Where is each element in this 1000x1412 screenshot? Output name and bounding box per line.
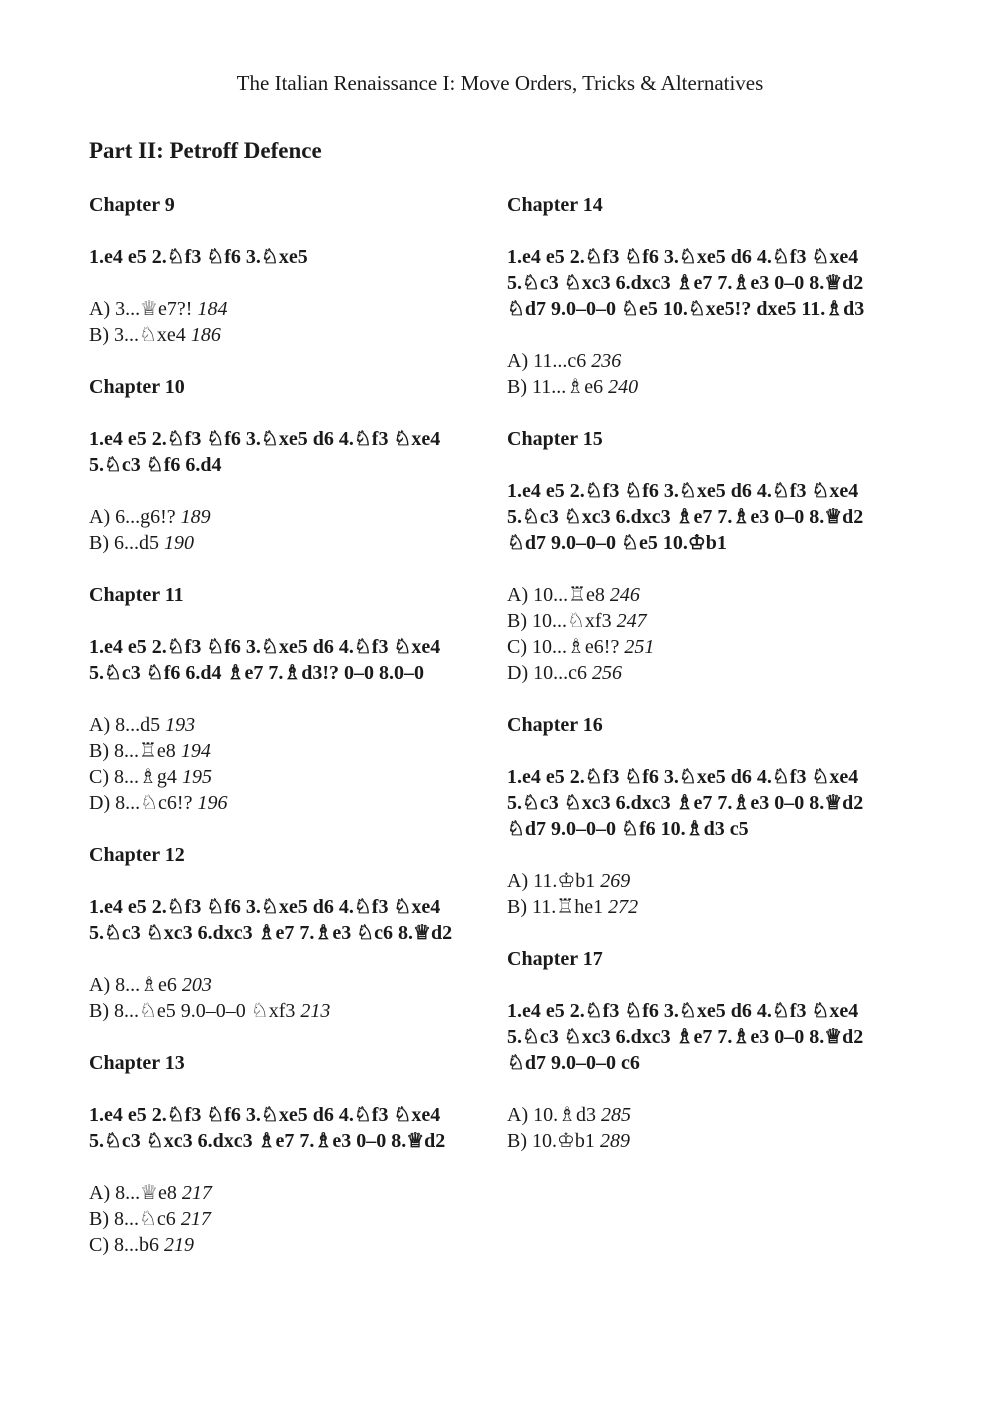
variation-list — [89, 972, 489, 1024]
page-number: 193 — [165, 714, 196, 736]
variation-item — [89, 504, 489, 530]
variation-move: B) 11...♗e6 — [507, 376, 604, 398]
part-title: Part II: Petroff Defence — [89, 138, 322, 163]
variation-item — [507, 348, 907, 374]
variation-list — [507, 348, 907, 400]
variation-item — [89, 712, 489, 738]
page-number: 251 — [624, 636, 655, 658]
variation-move: B) 10...♘xf3 — [507, 610, 612, 632]
main-line-row: ♘d7 9.0–0–0 ♘e5 10.♘xe5!? dxe5 11.♗d3 — [507, 298, 865, 320]
variation-item — [89, 296, 489, 322]
left-column — [89, 192, 489, 1284]
variation-item — [507, 1102, 907, 1128]
variation-move: A) 6...g6!? — [89, 506, 176, 528]
page-number: 195 — [181, 766, 212, 788]
variation-item — [89, 1180, 489, 1206]
main-line-row: ♘d7 9.0–0–0 ♘f6 10.♗d3 c5 — [507, 818, 749, 840]
variation-list — [507, 582, 907, 686]
chapter-section — [89, 192, 489, 348]
chapter-section — [89, 842, 489, 1024]
variation-item — [507, 582, 907, 608]
page-number: 246 — [609, 584, 640, 606]
variation-item — [89, 1232, 489, 1258]
page-number: 213 — [300, 1000, 331, 1022]
main-line-row: 1.e4 e5 2.♘f3 ♘f6 3.♘xe5 d6 4.♘f3 ♘xe4 — [89, 1104, 441, 1126]
chapter-section — [507, 426, 907, 686]
variation-item — [89, 764, 489, 790]
main-line-row: 5.♘c3 ♘xc3 6.dxc3 ♗e7 7.♗e3 0–0 8.♕d2 — [507, 1026, 864, 1048]
main-line-row: 1.e4 e5 2.♘f3 ♘f6 3.♘xe5 d6 4.♘f3 ♘xe4 — [89, 428, 441, 450]
variation-item — [507, 868, 907, 894]
chapter-section — [89, 374, 489, 556]
page-number: 247 — [616, 610, 647, 632]
variation-move: A) 10...♖e8 — [507, 584, 605, 606]
variation-move: A) 8...d5 — [89, 714, 161, 736]
variation-list — [89, 712, 489, 816]
variation-move: D) 8...♘c6!? — [89, 792, 193, 814]
main-line-row: 1.e4 e5 2.♘f3 ♘f6 3.♘xe5 d6 4.♘f3 ♘xe4 — [507, 766, 859, 788]
variation-item — [507, 1128, 907, 1154]
main-line-row: 1.e4 e5 2.♘f3 ♘f6 3.♘xe5 d6 4.♘f3 ♘xe4 — [507, 1000, 859, 1022]
chapter-title: Chapter 15 — [507, 428, 603, 450]
chapter-title: Chapter 17 — [507, 948, 603, 970]
variation-item — [507, 608, 907, 634]
chapter-section — [89, 582, 489, 816]
page-number: 269 — [600, 870, 631, 892]
right-column — [507, 192, 907, 1180]
page-number: 203 — [181, 974, 212, 996]
main-line — [507, 998, 907, 1076]
variation-list — [507, 868, 907, 920]
chapter-section — [507, 712, 907, 920]
variation-move: B) 11.♖he1 — [507, 896, 604, 918]
variation-move: B) 8...♘e5 9.0–0–0 ♘xf3 — [89, 1000, 296, 1022]
main-line — [507, 478, 907, 556]
main-line-row: 1.e4 e5 2.♘f3 ♘f6 3.♘xe5 — [89, 246, 308, 268]
main-line — [89, 894, 489, 946]
page-number: 217 — [180, 1208, 211, 1230]
variation-item — [89, 322, 489, 348]
main-line — [507, 764, 907, 842]
variation-item — [89, 530, 489, 556]
page-number: 196 — [197, 792, 228, 814]
variation-move: A) 8...♗e6 — [89, 974, 177, 996]
variation-item — [507, 374, 907, 400]
page-number: 186 — [190, 324, 221, 346]
page-number: 189 — [180, 506, 211, 528]
main-line-row: 5.♘c3 ♘xc3 6.dxc3 ♗e7 7.♗e3 0–0 8.♕d2 — [507, 506, 864, 528]
page-number: 217 — [181, 1182, 212, 1204]
variation-item — [507, 634, 907, 660]
variation-list — [89, 1180, 489, 1258]
chapter-section — [89, 1050, 489, 1258]
main-line-row: 5.♘c3 ♘f6 6.d4 — [89, 454, 222, 476]
variation-list — [89, 504, 489, 556]
variation-move: A) 3...♕e7?! — [89, 298, 193, 320]
main-line-row: 5.♘c3 ♘f6 6.d4 ♗e7 7.♗d3!? 0–0 8.0–0 — [89, 662, 425, 684]
variation-list — [507, 1102, 907, 1154]
page-number: 184 — [197, 298, 228, 320]
page-number: 272 — [608, 896, 639, 918]
variation-move: B) 8...♖e8 — [89, 740, 176, 762]
variation-move: A) 10.♗d3 — [507, 1104, 597, 1126]
main-line — [507, 244, 907, 322]
page-number: 256 — [591, 662, 622, 684]
main-line-row: 1.e4 e5 2.♘f3 ♘f6 3.♘xe5 d6 4.♘f3 ♘xe4 — [507, 246, 859, 268]
page-number: 289 — [599, 1130, 630, 1152]
main-line-row: 5.♘c3 ♘xc3 6.dxc3 ♗e7 7.♗e3 0–0 8.♕d2 — [507, 272, 864, 294]
variation-item — [507, 660, 907, 686]
main-line-row: 5.♘c3 ♘xc3 6.dxc3 ♗e7 7.♗e3 0–0 8.♕d2 — [89, 1130, 446, 1152]
page-number: 190 — [164, 532, 194, 554]
main-line-row: 5.♘c3 ♘xc3 6.dxc3 ♗e7 7.♗e3 ♘c6 8.♕d2 — [89, 922, 453, 944]
chapter-title: Chapter 16 — [507, 714, 603, 736]
main-line-row: 1.e4 e5 2.♘f3 ♘f6 3.♘xe5 d6 4.♘f3 ♘xe4 — [507, 480, 859, 502]
variation-list — [89, 296, 489, 348]
variation-item — [89, 972, 489, 998]
chapter-title: Chapter 9 — [89, 194, 175, 216]
page-number: 285 — [601, 1104, 632, 1126]
main-line — [89, 244, 489, 270]
variation-item — [507, 894, 907, 920]
chapter-title: Chapter 13 — [89, 1052, 185, 1074]
main-line — [89, 426, 489, 478]
main-line-row: 1.e4 e5 2.♘f3 ♘f6 3.♘xe5 d6 4.♘f3 ♘xe4 — [89, 896, 441, 918]
main-line-row: 5.♘c3 ♘xc3 6.dxc3 ♗e7 7.♗e3 0–0 8.♕d2 — [507, 792, 864, 814]
variation-move: B) 3...♘xe4 — [89, 324, 186, 346]
variation-item — [89, 1206, 489, 1232]
variation-move: B) 6...d5 — [89, 532, 159, 554]
variation-item — [89, 738, 489, 764]
variation-move: A) 8...♕e8 — [89, 1182, 177, 1204]
main-line — [89, 1102, 489, 1154]
variation-move: D) 10...c6 — [507, 662, 587, 684]
variation-move: C) 8...♗g4 — [89, 766, 177, 788]
chapter-section — [507, 946, 907, 1154]
page-number: 236 — [591, 350, 622, 372]
page-number: 219 — [164, 1234, 194, 1256]
chapter-section — [507, 192, 907, 400]
variation-item — [89, 998, 489, 1024]
main-line-row: 1.e4 e5 2.♘f3 ♘f6 3.♘xe5 d6 4.♘f3 ♘xe4 — [89, 636, 441, 658]
chapter-title: Chapter 11 — [89, 584, 184, 606]
main-line — [89, 634, 489, 686]
variation-move: A) 11...c6 — [507, 350, 587, 372]
variation-item — [89, 790, 489, 816]
page-number: 194 — [180, 740, 211, 762]
variation-move: C) 10...♗e6!? — [507, 636, 620, 658]
variation-move: A) 11.♔b1 — [507, 870, 596, 892]
variation-move: B) 10.♔b1 — [507, 1130, 595, 1152]
page-number: 240 — [608, 376, 639, 398]
chapter-title: Chapter 10 — [89, 376, 185, 398]
chapter-title: Chapter 14 — [507, 194, 603, 216]
main-line-row: ♘d7 9.0–0–0 ♘e5 10.♔b1 — [507, 532, 727, 554]
main-line-row: ♘d7 9.0–0–0 c6 — [507, 1052, 640, 1074]
running-head: The Italian Renaissance I: Move Orders, Tricks & Alternatives — [236, 71, 764, 95]
variation-move: B) 8...♘c6 — [89, 1208, 176, 1230]
variation-move: C) 8...b6 — [89, 1234, 159, 1256]
chapter-title: Chapter 12 — [89, 844, 185, 866]
